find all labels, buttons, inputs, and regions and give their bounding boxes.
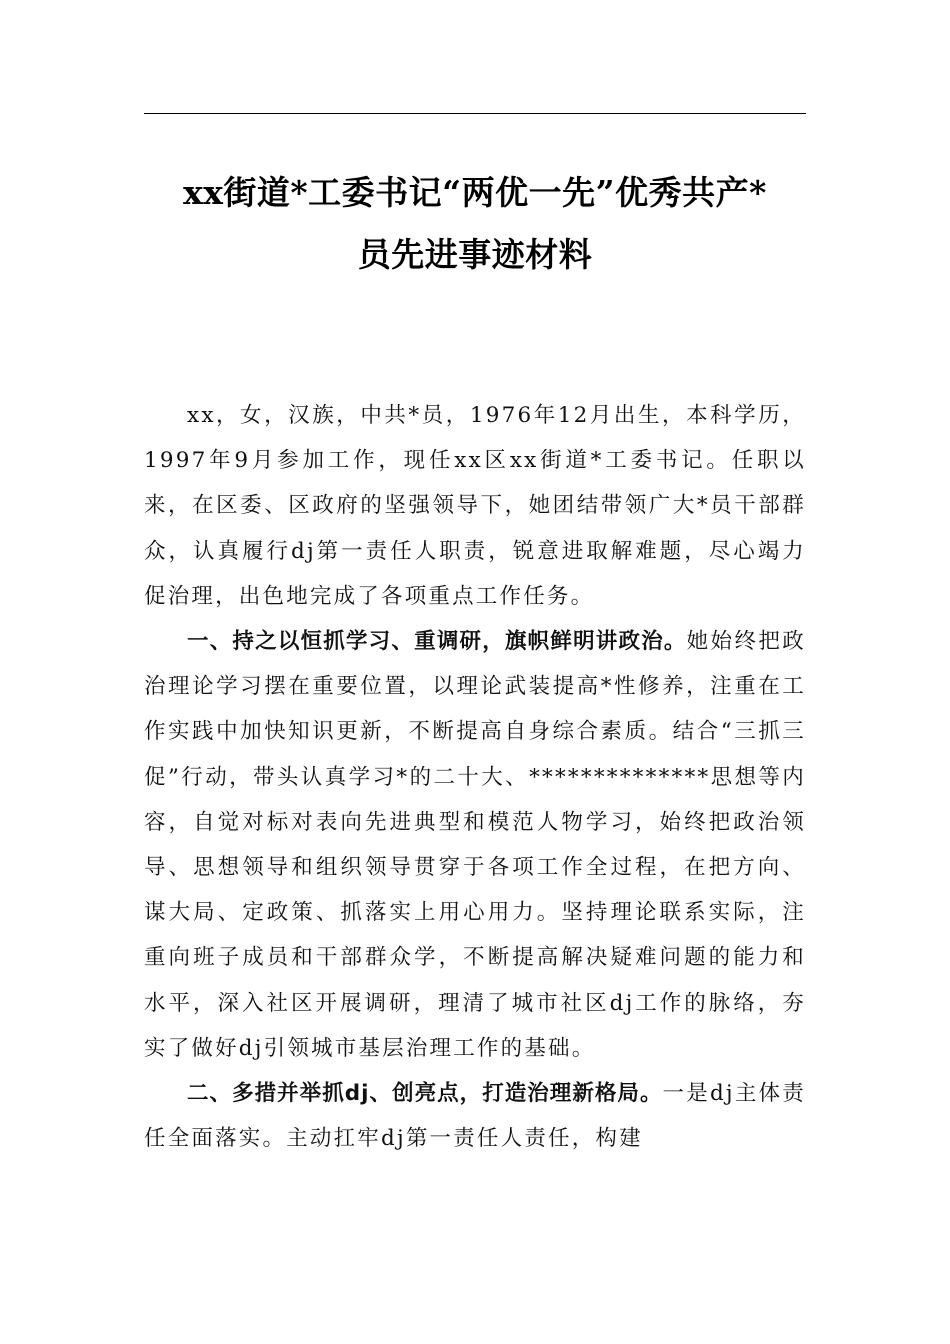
title-line-2: 员先进事迹材料 — [357, 235, 593, 274]
paragraph-text: xx，女，汉族，中共*员，1976年12月出生，本科学历，1997年9月参加工作，现任xx区xx街道*工委书记。任职以来，在区委、区政府的坚强领导下，她团结带领广大*员干部群众，认真履行dj第一责任人职责，锐意进取解难题，尽心竭力促治理，出色地完成了各项重点工作任务。 — [144, 403, 806, 609]
paragraph-section-1 — [144, 619, 806, 1071]
paragraph-intro — [144, 393, 806, 619]
header-rule — [144, 113, 806, 114]
paragraph-text: 她始终把政治理论学习摆在重要位置，以理论武装提高*性修养，注重在工作实践中加快知识更新，不断提高自身综合素质。结合“三抓三促”行动，带头认真学习*的二十大、**************思想等内容，自觉对标对表向先进典型和模范人物学习，始终把政治领导、思想领导和组织领导贯穿于各项工作全过程，在把方向、谋大局、定政策、抓落实上用心用力。坚持理论联系实际，注重向班子成员和干部群众学，不断提高解决疑难问题的能力和水平，深入社区开展调研，理清了城市社区dj工作的脉络，夯实了做好dj引领城市基层治理工作的基础。 — [144, 629, 806, 1061]
document-title — [120, 162, 830, 286]
section-heading: 二、多措并举抓dj、创亮点，打造治理新格局。 — [187, 1081, 663, 1107]
paragraph-section-2 — [144, 1071, 806, 1161]
document-body — [144, 393, 806, 1161]
title-line-1: xx街道*工委书记“两优一先”优秀共产* — [183, 173, 767, 212]
paragraph-text: 一是dj主体责任全面落实。主动扛牢dj第一责任人责任，构建 — [144, 1081, 806, 1152]
section-heading: 一、持之以恒抓学习、重调研，旗帜鲜明讲政治。 — [187, 629, 687, 655]
